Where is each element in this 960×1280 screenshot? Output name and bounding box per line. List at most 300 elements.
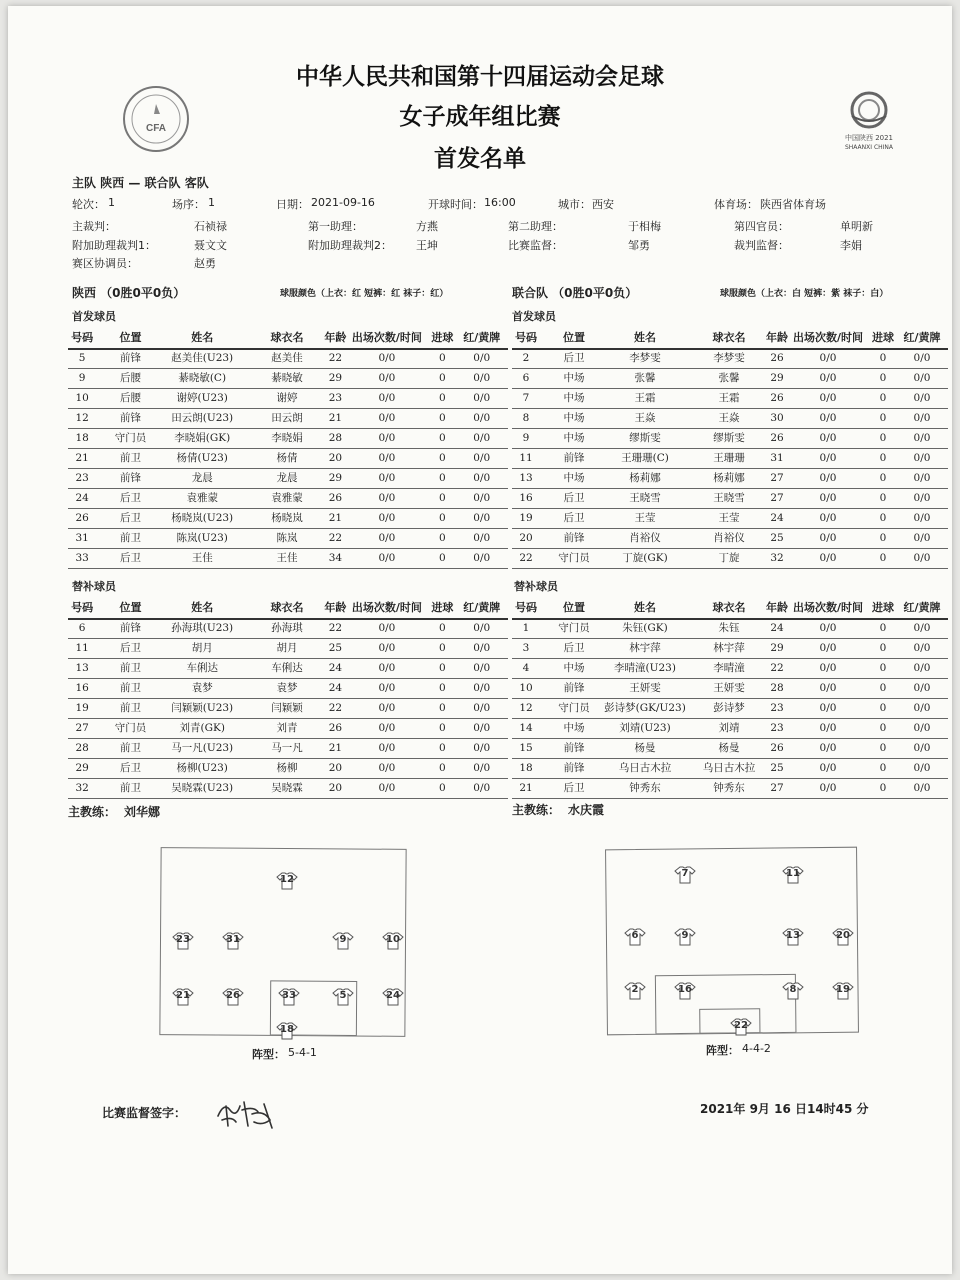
goals-cell: 0 [439, 782, 446, 794]
shirt-name-cell: 乌日古木拉 [702, 762, 756, 774]
jersey-icon [172, 932, 194, 950]
name-cell: 袁梦 [191, 682, 213, 694]
table-row [512, 428, 948, 449]
table-row [68, 428, 508, 449]
jersey-icon [222, 988, 244, 1006]
table-row [68, 678, 508, 699]
jersey-number: 20 [836, 930, 850, 941]
goals-cell: 0 [879, 512, 887, 524]
goals-cell: 0 [439, 552, 446, 564]
num-cell: 18 [519, 762, 533, 774]
goals-cell: 0 [879, 622, 887, 634]
shirt-name-cell: 王佳 [276, 552, 298, 564]
table-row [68, 468, 508, 489]
name-cell: 田云朗(U23) [171, 412, 234, 424]
appearances-cell: 0/0 [378, 622, 396, 634]
name-cell: 吴晓霖(U23) [171, 782, 234, 794]
jersey-icon [832, 928, 854, 946]
cards-cell: 0/0 [913, 432, 931, 444]
away-subs-table [512, 598, 948, 798]
position-cell: 守门员 [114, 722, 147, 734]
position-cell: 前卫 [120, 452, 142, 464]
num-cell: 27 [75, 722, 89, 734]
table-row [512, 758, 948, 779]
num-cell: 9 [522, 432, 530, 444]
name-cell: 杨柳(U23) [176, 762, 228, 774]
appearances-cell: 0/0 [819, 492, 837, 504]
position-cell: 中场 [563, 722, 585, 734]
goals-cell: 0 [439, 642, 446, 654]
jersey-number: 9 [681, 930, 689, 941]
age-cell: 28 [328, 432, 343, 444]
num-cell: 11 [519, 452, 533, 464]
cards-cell: 0/0 [913, 472, 931, 484]
position-cell: 中场 [563, 432, 585, 444]
position-cell: 后卫 [563, 642, 585, 654]
jersey-number: 9 [339, 934, 347, 945]
shirt-name-cell: 王珊珊 [713, 452, 745, 464]
coordinator-value: 赵勇 [194, 257, 216, 270]
goals-cell: 0 [439, 392, 446, 404]
cards-cell: 0/0 [473, 472, 491, 484]
home-formation-label: 阵型： [252, 1048, 285, 1061]
appearances-cell: 0/0 [378, 412, 396, 424]
num-cell: 10 [75, 392, 89, 404]
name-cell: 张馨 [634, 372, 656, 384]
cards-cell: 0/0 [473, 662, 491, 674]
num-cell: 21 [519, 782, 533, 794]
goals-cell: 0 [879, 742, 887, 754]
away-starters-label: 首发球员 [512, 310, 556, 323]
away-team-title: 联合队 （0胜0平0负） [512, 286, 638, 300]
position-cell: 前锋 [563, 452, 585, 464]
home-formation: 5-4-1 [288, 1046, 317, 1059]
table-row [68, 548, 508, 569]
assessor-label: 裁判监督： [734, 239, 789, 252]
position-cell: 后卫 [563, 492, 585, 504]
appearances-cell: 0/0 [378, 492, 396, 504]
jersey-number: 10 [386, 934, 400, 945]
table-row [68, 718, 508, 739]
name-cell: 彭诗梦(GK/U23) [604, 702, 686, 714]
shirt-name-cell: 张馨 [718, 372, 740, 384]
cards-cell: 0/0 [473, 552, 491, 564]
cards-cell: 0/0 [473, 722, 491, 734]
supervisor-signature [214, 1096, 280, 1136]
away-coach-label: 主教练： [512, 803, 561, 817]
table-row [512, 348, 948, 369]
num-cell: 7 [522, 392, 530, 404]
num-cell: 22 [519, 552, 533, 564]
goals-cell: 0 [439, 702, 446, 714]
jersey-number: 21 [176, 990, 190, 1001]
jersey-number: 33 [282, 990, 296, 1001]
shirt-name-cell: 杨柳 [276, 762, 298, 774]
column-header: 位置 [563, 331, 585, 344]
ar1-label: 第一助理： [308, 220, 363, 233]
jersey-icon [278, 988, 300, 1006]
position-cell: 中场 [563, 662, 585, 674]
cards-cell: 0/0 [913, 552, 931, 564]
num-cell: 26 [75, 512, 89, 524]
table-row [68, 388, 508, 409]
title-line-2: 女子成年组比赛 [399, 104, 561, 130]
age-cell: 34 [328, 552, 343, 564]
table-row [68, 488, 508, 509]
jersey-number: 11 [786, 868, 800, 879]
shirt-name-cell: 胡月 [276, 642, 298, 654]
appearances-cell: 0/0 [819, 352, 837, 364]
jersey-number: 18 [280, 1024, 294, 1035]
cards-cell: 0/0 [913, 372, 931, 384]
position-cell: 中场 [563, 472, 585, 484]
supervisor-label: 比赛监督： [508, 239, 563, 252]
cards-cell: 0/0 [913, 762, 931, 774]
appearances-cell: 0/0 [819, 622, 837, 634]
cards-cell: 0/0 [473, 352, 491, 364]
shirt-name-cell: 车俐达 [271, 662, 303, 674]
column-header: 红/黄牌 [463, 331, 501, 344]
name-cell: 马一凡(U23) [171, 742, 234, 754]
age-cell: 22 [328, 352, 343, 364]
column-header: 号码 [515, 601, 537, 614]
column-header: 姓名 [634, 601, 656, 614]
column-header: 出场次数/时间 [351, 601, 422, 614]
cards-cell: 0/0 [473, 622, 491, 634]
goals-cell: 0 [879, 532, 887, 544]
age-cell: 24 [328, 682, 343, 694]
column-header: 球衣名 [270, 601, 304, 614]
table-row [512, 508, 948, 529]
name-cell: 李晴潼(U23) [614, 662, 676, 674]
age-cell: 24 [770, 512, 784, 524]
table-row [68, 528, 508, 549]
appearances-cell: 0/0 [378, 762, 396, 774]
position-cell: 前锋 [120, 472, 142, 484]
home-coach: 刘华娜 [124, 805, 161, 819]
num-cell: 32 [75, 782, 89, 794]
position-cell: 后卫 [120, 552, 142, 564]
cards-cell: 0/0 [473, 762, 491, 774]
age-cell: 21 [328, 742, 343, 754]
appearances-cell: 0/0 [819, 452, 837, 464]
shirt-name-cell: 林宇萍 [713, 642, 745, 654]
goals-cell: 0 [439, 452, 446, 464]
position-cell: 前卫 [120, 782, 142, 794]
column-header: 姓名 [191, 601, 214, 614]
shirt-name-cell: 王霜 [718, 392, 740, 404]
column-header: 位置 [119, 331, 142, 344]
goals-cell: 0 [439, 532, 446, 544]
appearances-cell: 0/0 [378, 352, 396, 364]
name-cell: 赵美佳(U23) [171, 352, 234, 364]
aar1-label: 附加助理裁判1： [72, 239, 156, 252]
aar2-label: 附加助理裁判2： [308, 239, 392, 252]
column-header: 进球 [431, 601, 454, 614]
shirt-name-cell: 赵美佳 [271, 352, 303, 364]
games-logo-sub: SHAANXI CHINA [844, 144, 894, 151]
shirt-name-cell: 闫颖颖 [271, 702, 303, 714]
shirt-name-cell: 李晓娟 [271, 432, 303, 444]
date-label: 日期： [276, 198, 309, 211]
goals-cell: 0 [879, 492, 887, 504]
appearances-cell: 0/0 [819, 392, 837, 404]
appearances-cell: 0/0 [378, 392, 396, 404]
cards-cell: 0/0 [473, 512, 491, 524]
jersey-icon [624, 928, 646, 946]
games-logo-text: 中国陕西 2021 [844, 134, 894, 142]
shirt-name-cell: 马一凡 [271, 742, 303, 754]
cards-cell: 0/0 [913, 392, 931, 404]
cards-cell: 0/0 [473, 412, 491, 424]
num-cell: 19 [519, 512, 533, 524]
fourth-value: 单明新 [840, 220, 873, 233]
goals-cell: 0 [439, 492, 446, 504]
ar2-value: 于相梅 [628, 220, 661, 233]
num-cell: 8 [522, 412, 530, 424]
column-header: 红/黄牌 [903, 601, 941, 614]
num-cell: 31 [75, 532, 89, 544]
goals-cell: 0 [879, 352, 887, 364]
date-value: 2021-09-16 [311, 196, 375, 209]
position-cell: 前卫 [120, 742, 142, 754]
referee-label: 主裁判： [72, 220, 116, 233]
appearances-cell: 0/0 [819, 702, 837, 714]
goals-cell: 0 [879, 722, 887, 734]
cards-cell: 0/0 [913, 532, 931, 544]
table-row [512, 718, 948, 739]
age-cell: 26 [328, 722, 343, 734]
name-cell: 孙海琪(U23) [171, 622, 234, 634]
stadium-label: 体育场： [714, 198, 758, 211]
jersey-number: 5 [339, 990, 347, 1001]
column-header: 出场次数/时间 [351, 331, 422, 344]
num-cell: 18 [75, 432, 89, 444]
appearances-cell: 0/0 [378, 782, 396, 794]
name-cell: 闫颖颖(U23) [171, 702, 234, 714]
appearances-cell: 0/0 [819, 552, 837, 564]
table-row [68, 778, 508, 799]
table-row [512, 548, 948, 569]
cards-cell: 0/0 [913, 642, 931, 654]
num-cell: 12 [75, 412, 89, 424]
ar1-value: 方燕 [416, 220, 438, 233]
column-header: 球衣名 [270, 331, 304, 344]
position-cell: 后卫 [120, 762, 142, 774]
appearances-cell: 0/0 [378, 452, 396, 464]
city-label: 城市： [558, 198, 591, 211]
cards-cell: 0/0 [473, 432, 491, 444]
appearances-cell: 0/0 [378, 722, 396, 734]
num-cell: 20 [519, 532, 533, 544]
appearances-cell: 0/0 [819, 742, 837, 754]
name-cell: 谢婷(U23) [176, 392, 228, 404]
appearances-cell: 0/0 [378, 682, 396, 694]
num-cell: 3 [522, 642, 530, 654]
position-cell: 中场 [563, 372, 585, 384]
age-cell: 26 [770, 742, 784, 754]
table-row [512, 388, 948, 409]
table-row [68, 758, 508, 779]
column-header: 姓名 [634, 331, 656, 344]
table-row [512, 658, 948, 679]
jersey-icon [674, 928, 696, 946]
table-row [68, 618, 508, 639]
goals-cell: 0 [439, 432, 446, 444]
jersey-icon [674, 866, 696, 884]
cards-cell: 0/0 [473, 782, 491, 794]
name-cell: 车俐达 [186, 662, 218, 674]
age-cell: 25 [770, 532, 784, 544]
jersey-number: 23 [176, 934, 190, 945]
position-cell: 后卫 [120, 642, 142, 654]
appearances-cell: 0/0 [378, 552, 396, 564]
age-cell: 20 [328, 782, 343, 794]
coordinator-label: 赛区协调员： [72, 257, 138, 270]
goals-cell: 0 [879, 412, 887, 424]
position-cell: 前锋 [120, 622, 142, 634]
away-subs-label: 替补球员 [514, 580, 558, 593]
column-header: 出场次数/时间 [792, 601, 864, 614]
age-cell: 25 [770, 762, 784, 774]
appearances-cell: 0/0 [819, 512, 837, 524]
age-cell: 29 [770, 372, 784, 384]
cards-cell: 0/0 [473, 742, 491, 754]
position-cell: 中场 [563, 412, 585, 424]
home-starters-table [68, 328, 508, 568]
shirt-name-cell: 刘青 [276, 722, 298, 734]
age-cell: 23 [770, 702, 784, 714]
table-header [68, 328, 508, 350]
goals-cell: 0 [879, 552, 887, 564]
appearances-cell: 0/0 [819, 472, 837, 484]
age-cell: 22 [328, 702, 343, 714]
age-cell: 20 [328, 762, 343, 774]
name-cell: 杨晓岚(U23) [171, 512, 234, 524]
shirt-name-cell: 袁雅蒙 [271, 492, 303, 504]
position-cell: 后卫 [120, 492, 142, 504]
goals-cell: 0 [439, 682, 446, 694]
shirt-name-cell: 肖裕仪 [713, 532, 745, 544]
num-cell: 1 [522, 622, 530, 634]
column-header: 进球 [872, 331, 894, 344]
age-cell: 22 [770, 662, 784, 674]
name-cell: 杨倩(U23) [176, 452, 228, 464]
cards-cell: 0/0 [473, 392, 491, 404]
cards-cell: 0/0 [473, 682, 491, 694]
column-header: 球衣名 [712, 331, 746, 344]
name-cell: 王焱 [634, 412, 656, 424]
age-cell: 28 [770, 682, 784, 694]
table-row [512, 738, 948, 759]
goals-cell: 0 [879, 702, 887, 714]
name-cell: 缪斯雯 [629, 432, 661, 444]
column-header: 年龄 [324, 331, 347, 344]
shirt-name-cell: 钟秀东 [713, 782, 745, 794]
position-cell: 后卫 [563, 512, 585, 524]
name-cell: 王佳 [191, 552, 213, 564]
shirt-name-cell: 杨倩 [276, 452, 298, 464]
cards-cell: 0/0 [473, 532, 491, 544]
home-starters-label: 首发球员 [72, 310, 116, 323]
age-cell: 24 [770, 622, 784, 634]
num-cell: 16 [75, 682, 89, 694]
signature-label: 比赛监督签字： [102, 1106, 187, 1120]
jersey-icon [782, 928, 804, 946]
column-header: 号码 [515, 331, 537, 344]
goals-cell: 0 [439, 412, 446, 424]
age-cell: 32 [770, 552, 784, 564]
shirt-name-cell: 杨曼 [718, 742, 740, 754]
name-cell: 王妍雯 [629, 682, 661, 694]
num-cell: 2 [522, 352, 530, 364]
goals-cell: 0 [879, 662, 887, 674]
jersey-number: 24 [386, 990, 400, 1001]
appearances-cell: 0/0 [819, 412, 837, 424]
position-cell: 前锋 [563, 762, 585, 774]
jersey-icon [832, 982, 854, 1000]
position-cell: 前卫 [120, 702, 142, 714]
shirt-name-cell: 李梦雯 [713, 352, 745, 364]
age-cell: 26 [328, 492, 343, 504]
appearances-cell: 0/0 [378, 472, 396, 484]
away-formation-label: 阵型： [706, 1044, 739, 1057]
shirt-name-cell: 李晴潼 [713, 662, 745, 674]
cards-cell: 0/0 [473, 702, 491, 714]
jersey-number: 26 [226, 990, 240, 1001]
age-cell: 22 [328, 532, 343, 544]
age-cell: 29 [770, 642, 784, 654]
column-header: 年龄 [766, 601, 788, 614]
num-cell: 10 [519, 682, 533, 694]
table-row [68, 448, 508, 469]
cards-cell: 0/0 [473, 642, 491, 654]
num-cell: 5 [78, 352, 86, 364]
age-cell: 21 [328, 412, 343, 424]
goals-cell: 0 [879, 432, 887, 444]
appearances-cell: 0/0 [378, 742, 396, 754]
num-cell: 11 [75, 642, 89, 654]
goals-cell: 0 [439, 472, 446, 484]
kickoff-value: 16:00 [484, 196, 516, 209]
cards-cell: 0/0 [913, 682, 931, 694]
table-row [68, 698, 508, 719]
column-header: 号码 [71, 601, 94, 614]
age-cell: 26 [770, 432, 784, 444]
table-row [68, 638, 508, 659]
cards-cell: 0/0 [913, 782, 931, 794]
shirt-name-cell: 缪斯雯 [713, 432, 745, 444]
name-cell: 刘靖(U23) [619, 722, 671, 734]
table-row [512, 778, 948, 799]
name-cell: 朱钰(GK) [622, 622, 668, 634]
appearances-cell: 0/0 [378, 642, 396, 654]
jersey-number: 8 [789, 984, 797, 995]
position-cell: 后卫 [120, 512, 142, 524]
cfa-logo-text: CFA [146, 123, 166, 134]
num-cell: 12 [519, 702, 533, 714]
goals-cell: 0 [439, 512, 446, 524]
title-line-1: 中华人民共和国第十四届运动会足球 [296, 64, 664, 90]
num-cell: 9 [78, 372, 86, 384]
signing-timestamp: 2021年 9月 16 日14时45 分 [700, 1102, 869, 1116]
name-cell: 王莹 [634, 512, 656, 524]
position-cell: 前卫 [120, 662, 142, 674]
stadium-value: 陕西省体育场 [760, 198, 826, 211]
lineup-sheet [8, 6, 952, 1274]
position-cell: 后腰 [120, 372, 142, 384]
name-cell: 王珊珊(C) [621, 452, 669, 464]
